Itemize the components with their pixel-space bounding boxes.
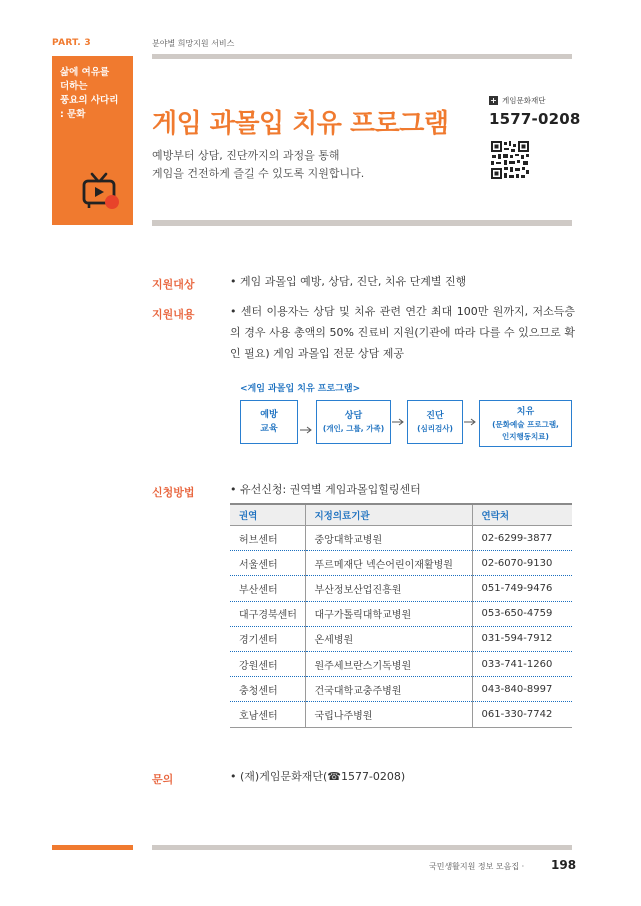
cell-phone: 043-840-8997	[472, 677, 572, 702]
inquiry-text: • (재)게임문화재단(☎1577-0208)	[230, 770, 406, 783]
cell-phone: 02-6299-3877	[472, 526, 572, 551]
page-subtitle	[152, 147, 364, 183]
category-line: 더하는	[60, 81, 88, 92]
apply-label: 신청방법	[152, 486, 195, 499]
center-table	[230, 503, 572, 728]
cell-phone: 053-650-4759	[472, 601, 572, 626]
subtitle-line: 예방부터 상담, 진단까지의 과정을 통해	[152, 149, 340, 162]
category-line: 삶에 여유를	[60, 67, 110, 78]
arrow-right-icon	[298, 410, 318, 434]
table-row	[230, 601, 572, 626]
col-header-contact: 연락처	[472, 504, 572, 526]
flow-step-title: 상담	[344, 411, 363, 421]
qr-code-icon[interactable]	[490, 140, 530, 180]
cell-region: 대구경북센터	[230, 601, 305, 626]
org-phone: 1577-0208	[489, 110, 581, 128]
page-number: 198	[551, 858, 577, 872]
footer-publication: 국민생활지원 정보 모음집 ·	[429, 862, 525, 871]
table-row	[230, 677, 572, 702]
flow-step-counseling	[316, 400, 391, 444]
cell-region: 강원센터	[230, 651, 305, 676]
flow-step-prevention	[240, 400, 298, 444]
org-name: 게임문화재단	[502, 96, 546, 105]
plus-icon: +	[490, 96, 497, 105]
flow-step-sub: (개인, 그룹, 가족)	[322, 424, 385, 433]
part-label: PART. 3	[52, 38, 91, 48]
arrow-right-icon	[391, 410, 407, 434]
category-text	[60, 66, 118, 122]
title-divider	[152, 220, 572, 226]
cell-hospital: 대구가톨릭대학교병원	[305, 601, 472, 626]
cell-hospital: 건국대학교충주병원	[305, 677, 472, 702]
inquiry-label: 문의	[152, 773, 174, 786]
cell-phone: 033-741-1260	[472, 651, 572, 676]
cell-phone: 061-330-7742	[472, 702, 572, 727]
cell-hospital: 온세병원	[305, 626, 472, 651]
tv-icon	[78, 168, 122, 212]
col-header-hospital: 지정의료기관	[305, 504, 472, 526]
flow-step-diagnosis	[407, 400, 463, 444]
flow-step-sub: (문화예술 프로그램,	[492, 419, 559, 429]
cell-hospital: 부산정보산업진흥원	[305, 576, 472, 601]
col-header-region: 권역	[230, 504, 305, 526]
content-label: 지원내용	[152, 308, 195, 321]
table-header-row	[230, 504, 572, 526]
cell-region: 서울센터	[230, 551, 305, 576]
org-info	[489, 95, 545, 106]
category-card	[52, 56, 133, 225]
cell-hospital: 국립나주병원	[305, 702, 472, 727]
flow-step-treatment	[479, 400, 572, 447]
section-title: 분야별 희망지원 서비스	[152, 39, 235, 48]
footer-divider	[152, 845, 572, 850]
footer-accent-bar	[52, 845, 133, 850]
cell-region: 호남센터	[230, 702, 305, 727]
cell-region: 충청센터	[230, 677, 305, 702]
cell-phone: 031-594-7912	[472, 626, 572, 651]
cell-hospital: 원주세브란스기독병원	[305, 651, 472, 676]
cell-hospital: 중앙대학교병원	[305, 526, 472, 551]
subtitle-line: 게임을 건전하게 즐길 수 있도록 지원합니다.	[152, 167, 365, 180]
category-line: : 문화	[60, 109, 86, 120]
flow-step-title: 치유	[516, 406, 535, 417]
table-row	[230, 526, 572, 551]
table-row	[230, 702, 572, 727]
content-text: • 센터 이용자는 상담 및 치유 관련 연간 최대 100만 원까지, 저소득층의 경우 사용 총액의 50% 진료비 지원(기관에 따라 다를 수 있으므로 확인 필요) 게임 과몰입 전문 상담 제공	[230, 305, 575, 360]
cell-hospital: 푸르메재단 넥슨어린이재활병원	[305, 551, 472, 576]
top-divider	[152, 54, 572, 59]
cell-region: 허브센터	[230, 526, 305, 551]
cell-phone: 02-6070-9130	[472, 551, 572, 576]
table-row	[230, 576, 572, 601]
apply-text: • 유선신청: 권역별 게임과몰입힐링센터	[230, 483, 421, 496]
arrow-right-icon	[463, 410, 479, 434]
cell-region: 경기센터	[230, 626, 305, 651]
target-text: • 게임 과몰입 예방, 상담, 진단, 치유 단계별 진행	[230, 275, 467, 288]
program-title: <게임 과몰입 치유 프로그램>	[240, 384, 361, 394]
table-row	[230, 651, 572, 676]
flow-step-sub: 교육	[260, 424, 278, 434]
flow-step-sub: 인지행동치료)	[502, 431, 549, 441]
flow-step-title: 예방	[260, 410, 278, 420]
table-row	[230, 551, 572, 576]
category-line: 풍요의 사다리	[60, 95, 119, 106]
flow-step-title: 진단	[426, 411, 444, 421]
cell-region: 부산센터	[230, 576, 305, 601]
flow-step-sub: (심리검사)	[417, 424, 453, 433]
table-row	[230, 626, 572, 651]
page-title: 게임 과몰입 치유 프로그램	[152, 109, 449, 139]
cell-phone: 051-749-9476	[472, 576, 572, 601]
target-label: 지원대상	[152, 278, 195, 291]
